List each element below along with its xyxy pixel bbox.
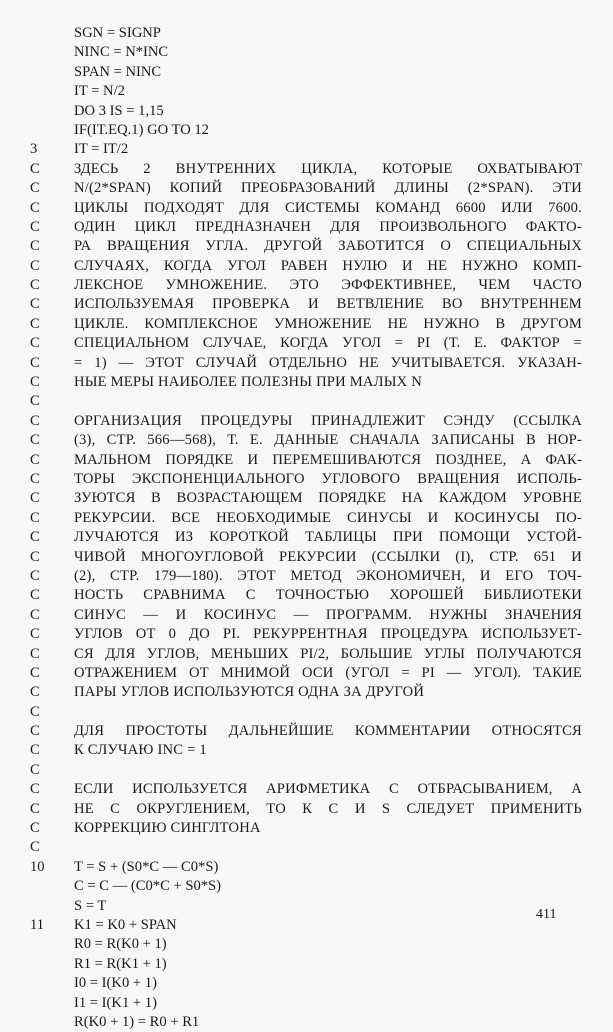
comment-text: ЗДЕСЬ 2 ВНУТРЕННИХ ЦИКЛА, КОТОРЫЕ ОХВАТЫВАЮТ <box>74 160 582 177</box>
comment-marker: C <box>30 393 40 410</box>
comment-line <box>0 683 613 702</box>
comment-marker: C <box>30 199 40 216</box>
comment-text: ЧИВОЙ МНОГОУГЛОВОЙ РЕКУРСИИ (ССЫЛКИ (I), СТР. 651 И <box>74 548 582 565</box>
code-text: R0 = R(K0 + 1) <box>74 936 167 953</box>
comment-line <box>0 509 613 528</box>
comment-line <box>0 334 613 353</box>
comment-marker: C <box>30 781 40 798</box>
blank-comment-line <box>0 838 613 857</box>
code-text: I0 = I(K0 + 1) <box>74 975 157 992</box>
comment-line <box>0 489 613 508</box>
comment-marker: C <box>30 509 40 526</box>
comment-line <box>0 800 613 819</box>
program-listing <box>0 24 613 1032</box>
comment-marker: C <box>30 412 40 429</box>
code-line <box>0 82 613 101</box>
comment-text: НЫЕ МЕРЫ НАИБОЛЕЕ ПОЛЕЗНЫ ПРИ МАЛЫХ N <box>74 374 422 391</box>
comment-text: (2), СТР. 179—180). ЭТОТ МЕТОД ЭКОНОМИЧЕН, И ЕГО ТОЧ- <box>74 567 582 584</box>
comment-line <box>0 257 613 276</box>
comment-text: НЕ С ОКРУГЛЕНИЕМ, ТО К С И S СЛЕДУЕТ ПРИМЕНИТЬ <box>74 800 582 817</box>
comment-line <box>0 819 613 838</box>
comment-line <box>0 354 613 373</box>
comment-text: РА ВРАЩЕНИЯ УГЛА. ДРУГОЙ ЗАБОТИТСЯ О СПЕЦИАЛЬНЫХ <box>74 238 582 255</box>
code-line <box>0 877 613 896</box>
comment-marker: C <box>30 684 40 701</box>
comment-line <box>0 664 613 683</box>
comment-marker: C <box>30 451 40 468</box>
comment-line <box>0 780 613 799</box>
comment-marker: C <box>30 470 40 487</box>
comment-marker: C <box>30 257 40 274</box>
comment-line <box>0 199 613 218</box>
comment-text: ДЛЯ ПРОСТОТЫ ДАЛЬНЕЙШИЕ КОММЕНТАРИИ ОТНОСЯТСЯ <box>74 723 582 740</box>
comment-marker: C <box>30 548 40 565</box>
comment-line <box>0 606 613 625</box>
comment-line <box>0 179 613 198</box>
comment-marker: C <box>30 238 40 255</box>
code-text: DO 3 IS = 1,15 <box>74 102 164 119</box>
comment-line <box>0 451 613 470</box>
comment-line <box>0 645 613 664</box>
blank-comment-line <box>0 703 613 722</box>
code-text: S = T <box>74 897 107 914</box>
code-line <box>0 858 613 877</box>
comment-line <box>0 412 613 431</box>
comment-text: ОДИН ЦИКЛ ПРЕДНАЗНАЧЕН ДЛЯ ПРОИЗВОЛЬНОГО ФАКТО- <box>74 218 582 235</box>
comment-marker: C <box>30 277 40 294</box>
comment-text: СЛУЧАЯХ, КОГДА УГОЛ РАВЕН НУЛЮ И НЕ НУЖНО КОМП- <box>74 257 582 274</box>
code-text: I1 = I(K1 + 1) <box>74 994 157 1011</box>
comment-text: (3), СТР. 566—568), Т. Е. ДАННЫЕ СНАЧАЛА ЗАПИСАНЫ В НОР- <box>74 432 582 449</box>
comment-line <box>0 295 613 314</box>
comment-marker: C <box>30 645 40 662</box>
code-line <box>0 63 613 82</box>
statement-label: 10 <box>30 858 45 875</box>
code-text: IT = N/2 <box>74 83 125 100</box>
code-line <box>0 102 613 121</box>
comment-text: ТОРЫ ЭКСПОНЕНЦИАЛЬНОГО УГЛОВОГО ВРАЩЕНИЯ ИСПОЛЬ- <box>74 470 582 487</box>
comment-line <box>0 567 613 586</box>
comment-line <box>0 741 613 760</box>
comment-marker: C <box>30 490 40 507</box>
comment-line <box>0 470 613 489</box>
comment-text: N/(2*SPAN) КОПИЙ ПРЕОБРАЗОВАНИЙ ДЛИНЫ (2*SPAN). ЭТИ <box>74 180 582 197</box>
code-line <box>0 897 613 916</box>
code-line <box>0 994 613 1013</box>
code-text: R1 = R(K1 + 1) <box>74 955 167 972</box>
code-text: NINC = N*INC <box>74 44 169 61</box>
comment-line <box>0 276 613 295</box>
comment-text: ЛУЧАЮТСЯ ИЗ КОРОТКОЙ ТАБЛИЦЫ ПРИ ПОМОЩИ УСТОЙ- <box>74 529 582 546</box>
statement-label: 11 <box>30 916 45 933</box>
comment-marker: C <box>30 820 40 837</box>
comment-marker: C <box>30 180 40 197</box>
comment-line <box>0 315 613 334</box>
blank-comment-line <box>0 761 613 780</box>
comment-marker: C <box>30 335 40 352</box>
comment-text: ЗУЮТСЯ В ВОЗРАСТАЮЩЕМ ПОРЯДКЕ НА КАЖДОМ УРОВНЕ <box>74 490 582 507</box>
comment-marker: C <box>30 296 40 313</box>
comment-line <box>0 218 613 237</box>
comment-text: УГЛОВ ОТ 0 ДО PI. РЕКУРРЕНТНАЯ ПРОЦЕДУРА ИСПОЛЬЗУЕТ- <box>74 626 582 643</box>
comment-marker: C <box>30 761 40 778</box>
comment-text: ИСПОЛЬЗУЕМАЯ ПРОВЕРКА И ВЕТВЛЕНИЕ ВО ВНУТРЕННЕМ <box>74 296 582 313</box>
statement-label: 3 <box>30 141 38 158</box>
code-text: R(K0 + 1) = R0 + R1 <box>74 1013 200 1030</box>
comment-text: ЛЕКСНОЕ УМНОЖЕНИЕ. ЭТО ЭФФЕКТИВНЕЕ, ЧЕМ ЧАСТО <box>74 277 582 294</box>
comment-marker: C <box>30 839 40 856</box>
comment-text: КОРРЕКЦИЮ СИНГЛТОНА <box>74 820 261 837</box>
code-line <box>0 974 613 993</box>
comment-line <box>0 722 613 741</box>
comment-line <box>0 548 613 567</box>
comment-text: ЦИКЛЕ. КОМПЛЕКСНОЕ УМНОЖЕНИЕ НЕ НУЖНО В ДРУГОМ <box>74 315 582 332</box>
comment-line <box>0 625 613 644</box>
comment-text: ЦИКЛЫ ПОДХОДЯТ ДЛЯ СИСТЕМЫ КОМАНД 6600 ИЛИ 7600. <box>74 199 582 216</box>
comment-line <box>0 237 613 256</box>
comment-marker: C <box>30 703 40 720</box>
comment-text: К СЛУЧАЮ INC = 1 <box>74 742 207 759</box>
code-text: SGN = SIGNP <box>74 25 161 41</box>
comment-marker: C <box>30 374 40 391</box>
comment-text: СЯ ДЛЯ УГЛОВ, МЕНЬШИХ PI/2, БОЛЬШИЕ УГЛЫ ПОЛУЧАЮТСЯ <box>74 645 582 662</box>
comment-text: = 1) — ЭТОТ СЛУЧАЙ ОТДЕЛЬНО НЕ УЧИТЫВАЕТСЯ. УКАЗАН- <box>74 354 582 371</box>
comment-line <box>0 586 613 605</box>
comment-marker: C <box>30 800 40 817</box>
code-line <box>0 24 613 43</box>
comment-line <box>0 528 613 547</box>
comment-line <box>0 373 613 392</box>
code-text: K1 = K0 + SPAN <box>74 916 177 933</box>
comment-text: РЕКУРСИИ. ВСЕ НЕОБХОДИМЫЕ СИНУСЫ И КОСИНУСЫ ПО- <box>74 509 582 526</box>
code-line <box>0 955 613 974</box>
comment-text: НОСТЬ СРАВНИМА С ТОЧНОСТЬЮ ХОРОШЕЙ БИБЛИОТЕКИ <box>74 587 582 604</box>
comment-marker: C <box>30 606 40 623</box>
code-line <box>0 1013 613 1032</box>
comment-line <box>0 160 613 179</box>
code-text: C = C — (C0*C + S0*S) <box>74 878 222 895</box>
comment-marker: C <box>30 160 40 177</box>
code-line <box>0 121 613 140</box>
comment-text: ОРГАНИЗАЦИЯ ПРОЦЕДУРЫ ПРИНАДЛЕЖИТ СЭНДУ (ССЫЛКА <box>74 412 582 429</box>
comment-text: СПЕЦИАЛЬНОМ СЛУЧАЕ, КОГДА УГОЛ = PI (Т. Е. ФАКТОР = <box>74 335 582 352</box>
comment-marker: C <box>30 723 40 740</box>
blank-comment-line <box>0 392 613 411</box>
code-text: SPAN = NINC <box>74 63 162 80</box>
comment-marker: C <box>30 432 40 449</box>
comment-marker: C <box>30 567 40 584</box>
comment-marker: C <box>30 664 40 681</box>
comment-marker: C <box>30 626 40 643</box>
code-line <box>0 140 613 159</box>
comment-text: ПАРЫ УГЛОВ ИСПОЛЬЗУЮТСЯ ОДНА ЗА ДРУГОЙ <box>74 684 425 701</box>
comment-marker: C <box>30 742 40 759</box>
code-line <box>0 43 613 62</box>
comment-text: МАЛЬНОМ ПОРЯДКЕ И ПЕРЕМЕШИВАЮТСЯ ПОЗДНЕЕ, А ФАК- <box>74 451 582 468</box>
code-text: T = S + (S0*C — C0*S) <box>74 858 219 875</box>
code-text: IT = IT/2 <box>74 141 129 158</box>
comment-marker: C <box>30 315 40 332</box>
code-text: IF(IT.EQ.1) GO TO 12 <box>74 121 209 138</box>
comment-text: ОТРАЖЕНИЕМ ОТ МНИМОЙ ОСИ (УГОЛ = PI — УГОЛ). ТАКИЕ <box>74 664 582 681</box>
comment-text: СИНУС — И КОСИНУС — ПРОГРАММ. НУЖНЫ ЗНАЧЕНИЯ <box>74 606 582 623</box>
code-line <box>0 935 613 954</box>
code-line <box>0 916 613 935</box>
comment-marker: C <box>30 218 40 235</box>
comment-text: ЕСЛИ ИСПОЛЬЗУЕТСЯ АРИФМЕТИКА С ОТБРАСЫВАНИЕМ, А <box>74 781 582 798</box>
comment-marker: C <box>30 587 40 604</box>
comment-line <box>0 431 613 450</box>
page-number: 411 <box>536 907 557 922</box>
comment-marker: C <box>30 529 40 546</box>
comment-marker: C <box>30 354 40 371</box>
